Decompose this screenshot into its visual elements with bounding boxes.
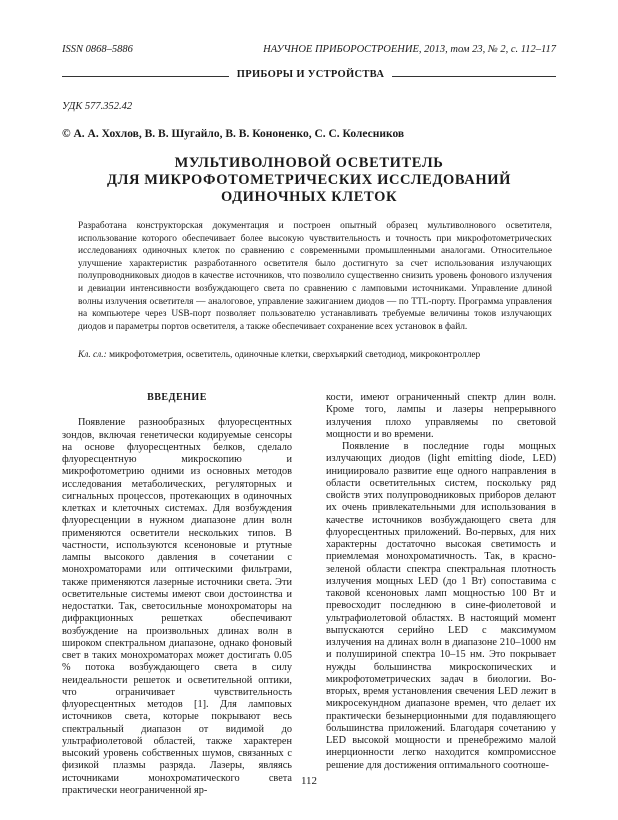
title-line-3: ОДИНОЧНЫХ КЛЕТОК	[220, 189, 398, 205]
keywords-text: микрофотометрия, осветитель, одиночные клетки, сверхъяркий светодиод, микроконтроллер	[109, 350, 481, 360]
title-line-1: МУЛЬТИВОЛНОВОЙ ОСВЕТИТЕЛЬ	[174, 155, 444, 171]
right-column	[326, 392, 556, 772]
intro-paragraph-1-continued: кости, имеют ограниченный спектр длин волн. Кроме того, лампы и лазеры непрерывного излучения плохо управляемы по световой мощности и во времени.	[326, 392, 556, 440]
keywords-label: Кл. сл.:	[78, 350, 107, 360]
section-title: ПРИБОРЫ И УСТРОЙСТВА	[236, 69, 385, 80]
page-number: 112	[300, 775, 318, 787]
udc-code: УДК 577.352.42	[62, 101, 133, 112]
abstract: Разработана конструкторская документация и построен опытный образец мультиволнового осветителя, использование которого обеспечивает более высокую чувствительность и точность при микрофотометрических исследованиях одиночных клеток по сравнению с современными промышленными аналогами. Относительное улучшение характеристик разработанного осветителя было достигнуто за счет использования излучающих полупроводниковых диодов в качестве источников, что позволило существенно снизить уровень фонового излучения и девиации интенсивности возбуждающего света по сравнению с ламповыми источниками. Управление длиной волны излучения осветителя — аналоговое, управление зажиганием диодов — по TTL-порту. Программа управления на компьютере через USB-порт позволяет пользователю устанавливать требуемые величины токов излучающих диодов и параметры портов осветителя, а также обеспечивает сохранение всех установок в файл.	[78, 221, 552, 332]
section-rule-left	[62, 76, 229, 77]
section-rule-right	[392, 76, 556, 77]
paper-title	[62, 155, 556, 206]
left-column	[62, 392, 292, 797]
keywords	[78, 349, 556, 361]
journal-citation: НАУЧНОЕ ПРИБОРОСТРОЕНИЕ, 2013, том 23, № 2, с. 112–117	[263, 44, 556, 55]
journal-issn: ISSN 0868–5886	[62, 44, 133, 55]
intro-paragraph-1: Появление разнообразных флуоресцентных зондов, включая генетически кодируемые сенсоры на основе флуоресцентных белков, сделало флуоресцентную микроскопию и микрофотометрию одними из основных методов исследования метаболических, регуляторных и сигнальных процессов, протекающих в одиночных клетках и клеточных системах. Для возбуждения флуоресценции в нужном диапазоне длин волн применяются осветители нескольких типов. В частности, используются ксеноновые и ртутные лампы высокого давления в сочетании с монохроматорами или оптическими фильтрами, также применяются лазерные источники света. Эти осветительные системы имеют свои достоинства и недостатки. Так, светосильные монохроматоры на дифракционных решетках обеспечивают возбуждение на произвольных длинах волн в широком спектральном диапазоне, однако фоновый свет в таких монохроматорах может достигать 0.05 % потока возбуждающего света в силу неидеальности решеток и осветительной оптики, что ограничивает чувствительность флуоресцентных методов [1]. Для ламповых источников света, которые покрывают весь спектральный диапазон от видимой до ультрафиолетовой областей, также характерен высокий уровень собственных шумов, связанных с физикой плазмы разряда. Лазеры, являясь источниками монохроматического света практически неограниченной яр-	[62, 417, 292, 796]
intro-heading: ВВЕДЕНИЕ	[147, 392, 207, 403]
title-line-2: ДЛЯ МИКРОФОТОМЕТРИЧЕСКИХ ИССЛЕДОВАНИЙ	[107, 172, 511, 188]
authors: © А. А. Хохлов, В. В. Шугайло, В. В. Кононенко, С. С. Колесников	[62, 128, 405, 140]
intro-paragraph-2: Появление в последние годы мощных излучающих диодов (light emitting diode, LED) инициировало развитие еще одного направления в области осветительных систем, поскольку ряд свойств этих полупроводниковых приборов делают их очень привлекательными для использования в качестве источников возбуждающего света для флуоресцентных приложений. Во-первых, для них характерны достаточно высокая светимость и приемлемая монохроматичность. Так, в красно-зеленой области спектра спектральная плотность излучения мощных LED (до 1 Вт) сопоставима с таковой ксеноновых ламп мощностью 100 Вт и превосходит последнюю в сине-фиолетовой и ультрафиолетовой областях. В настоящий момент выпускаются серийно LED с максимумом излучения на длинах волн в диапазоне 210–1000 нм и полушириной спектра 10–15 нм. Это покрывает нужды большинства микроскопических и микрофотометрических задач в биологии. Во-вторых, время установления свечения LED лежит в микросекундном диапазоне времен, что делает их практически безынерционными для подавляющего большинства приложений. Благодаря сочетанию у LED высокой мощности и пренебрежимо малой инерционности легко находится компромиссное решение для достижения оптимального соотноше-	[326, 441, 556, 771]
